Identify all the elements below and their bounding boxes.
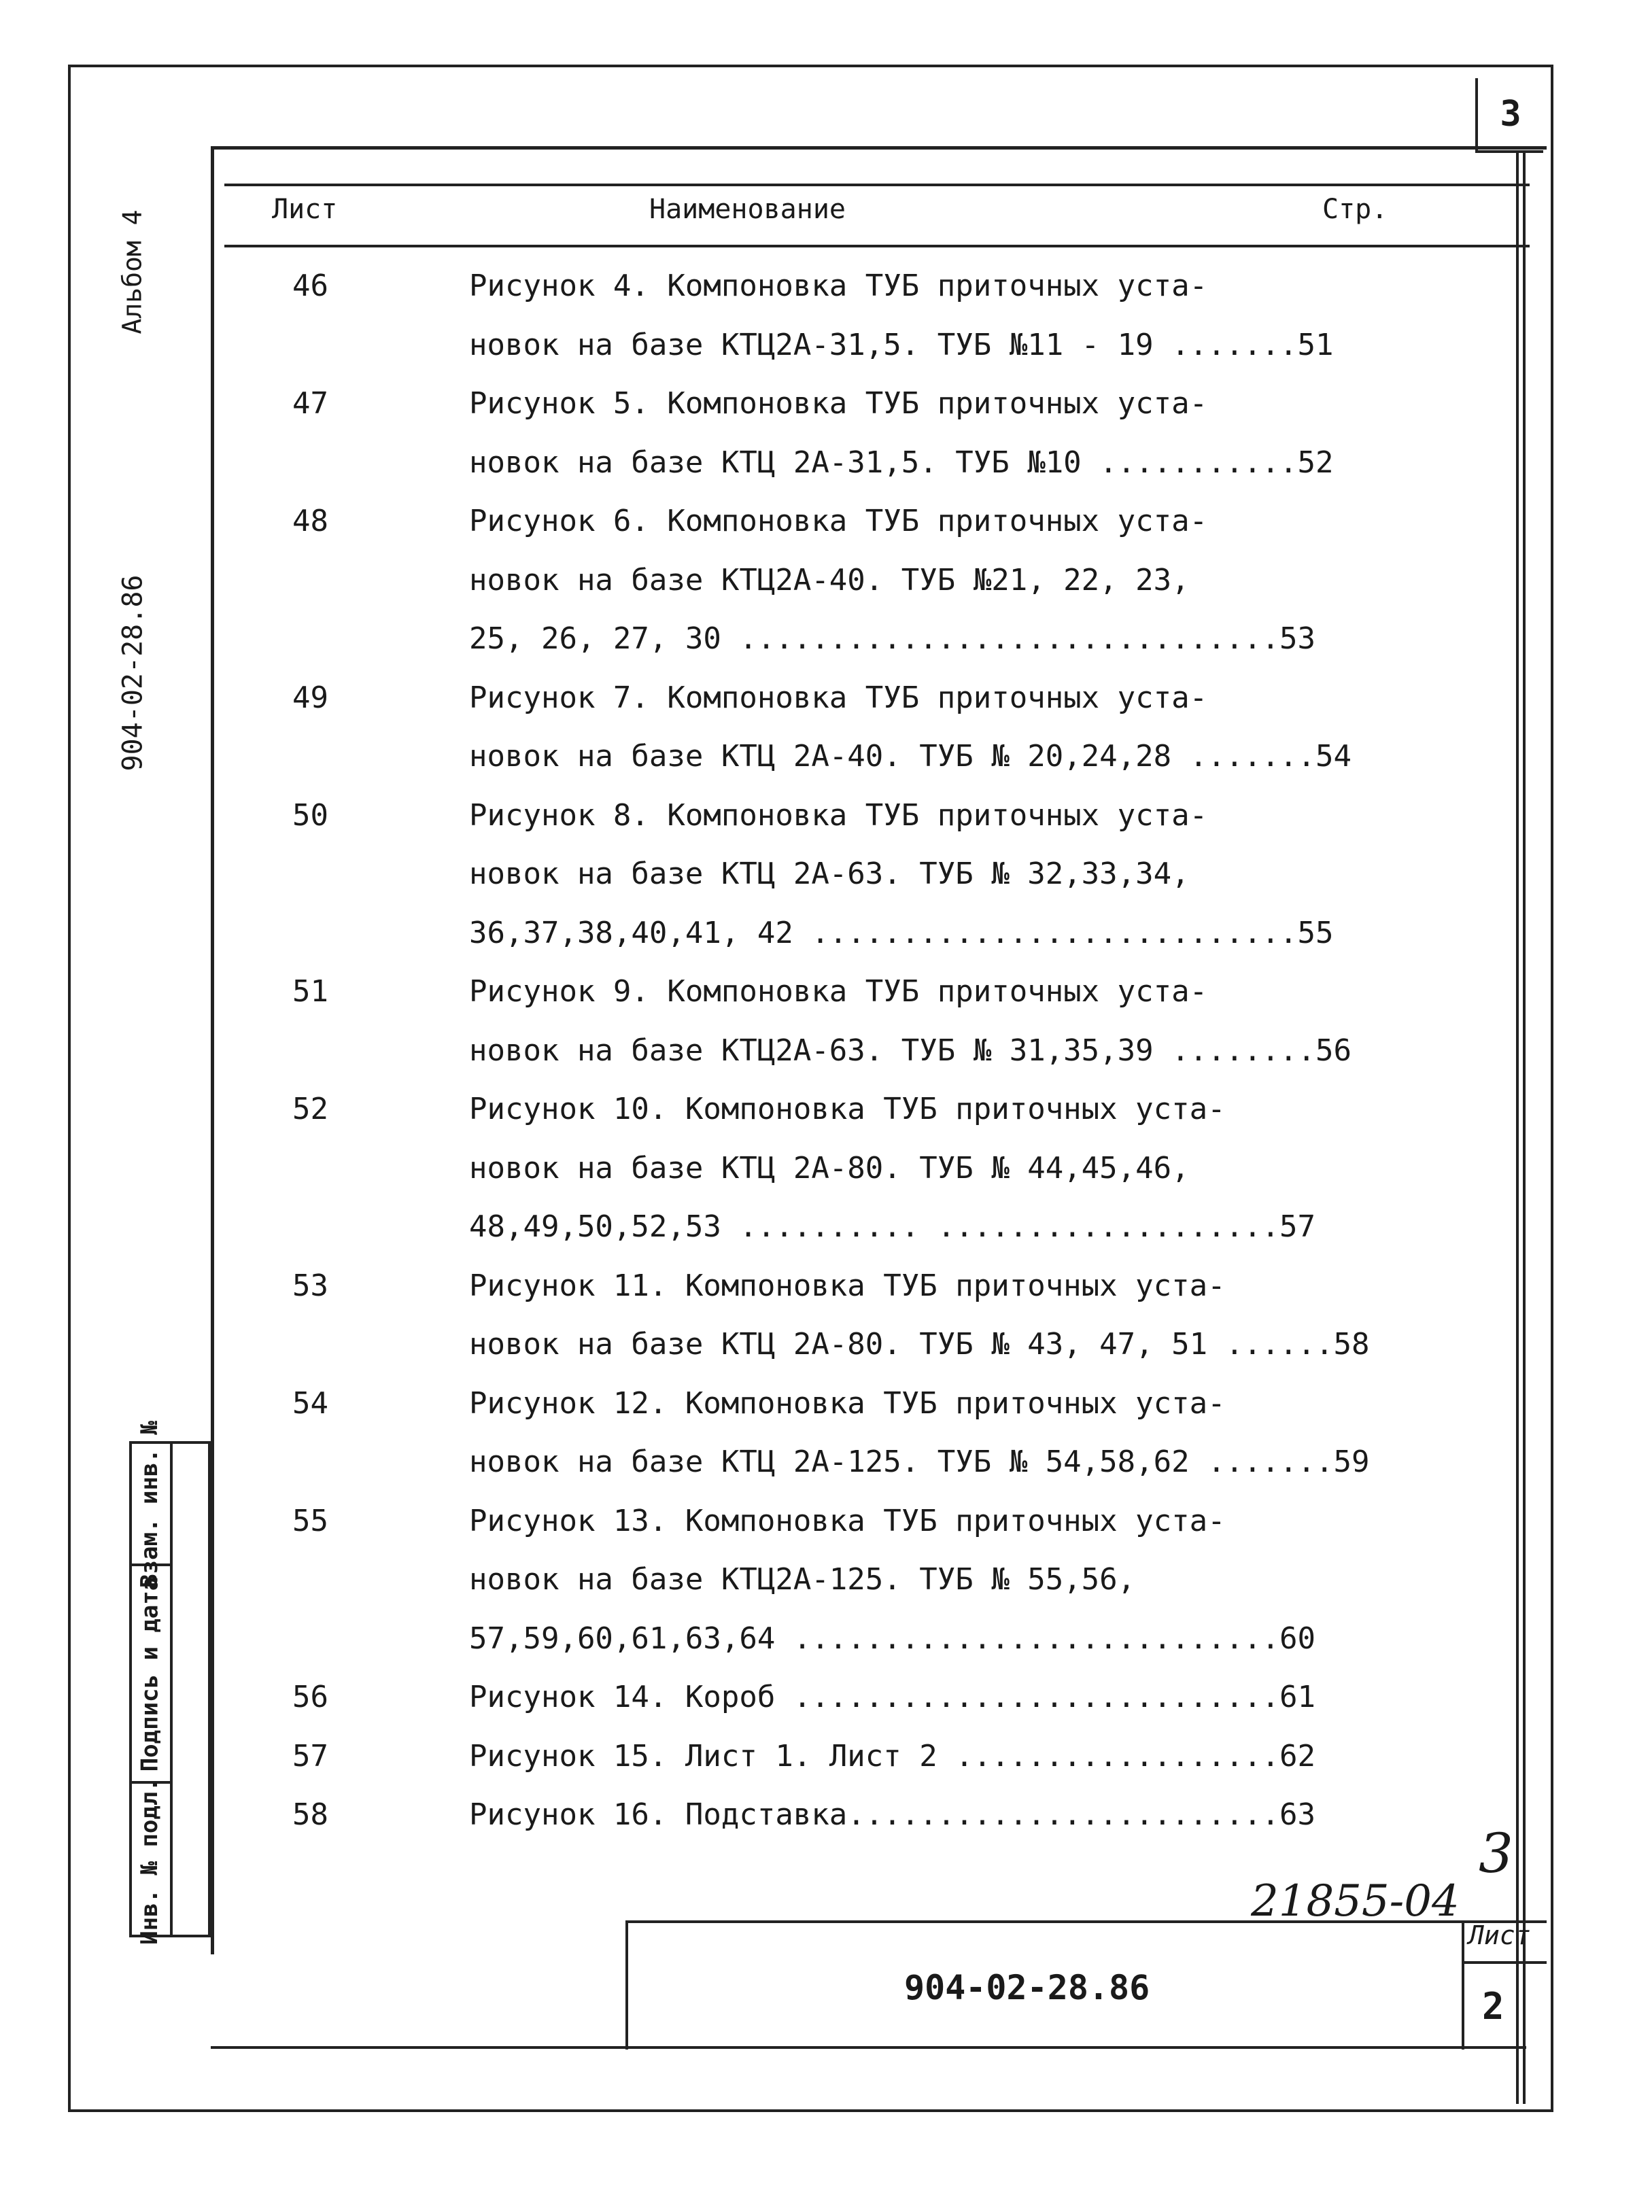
row-title-line: Рисунок 11. Компоновка ТУБ приточных уста-	[469, 1268, 1226, 1303]
row-title-line: новок на базе КТЦ 2А-80. ТУБ № 44,45,46,	[469, 1150, 1190, 1186]
row-title-line: Рисунок 14. Короб ...........................61	[469, 1680, 1316, 1714]
row-sheet-number: 49	[292, 680, 328, 715]
title-block-divider	[1462, 1920, 1464, 2050]
row-title-line: новок на базе КТЦ2А-40. ТУБ №21, 22, 23,	[469, 562, 1190, 598]
row-title-line: 48,49,50,52,53 .......... ...................57	[469, 1209, 1316, 1244]
row-sheet-number: 53	[292, 1268, 328, 1303]
side-label-album: Альбом 4	[118, 209, 148, 334]
page-number: 3	[1475, 78, 1543, 153]
side-label-code: 904-02-28.86	[117, 574, 149, 772]
strip-cell-2	[129, 1567, 170, 1781]
strip-divider	[170, 1441, 173, 1937]
row-sheet-number: 54	[292, 1385, 328, 1421]
sheet-label: Лист	[1468, 1920, 1531, 1950]
sheet-number: 2	[1482, 1985, 1504, 2028]
strip-cell-1	[129, 1777, 170, 1945]
header-bottom-rule	[224, 245, 1530, 247]
row-title-line: Рисунок 15. Лист 1. Лист 2 ..................62	[469, 1738, 1316, 1774]
row-title-line: Рисунок 5. Компоновка ТУБ приточных уста-	[469, 386, 1208, 421]
strip-label-repl: Взам. инв. №	[136, 1420, 164, 1588]
row-title-line: новок на базе КТЦ 2А-80. ТУБ № 43, 47, 51 ......58	[469, 1327, 1370, 1362]
strip-label-sign: Подпись и дата	[136, 1576, 164, 1772]
row-title-line: новок на базе КТЦ 2А-63. ТУБ № 32,33,34,	[469, 857, 1190, 891]
row-title-line: Рисунок 6. Компоновка ТУБ приточных уста-	[469, 504, 1208, 538]
row-title-line: 57,59,60,61,63,64 ...........................60	[469, 1621, 1316, 1656]
row-sheet-number: 47	[292, 386, 328, 421]
row-sheet-number: 58	[292, 1797, 328, 1832]
row-title-line: новок на базе КТЦ2А-125. ТУБ № 55,56,	[469, 1562, 1136, 1597]
row-title-line: Рисунок 7. Компоновка ТУБ приточных уста-	[469, 680, 1208, 715]
row-sheet-number: 57	[292, 1738, 328, 1774]
row-title-line: Рисунок 12. Компоновка ТУБ приточных уста-	[469, 1385, 1226, 1421]
strip-label-inv: Инв. № подл.	[136, 1777, 164, 1945]
row-title-line: Рисунок 16. Подставка........................63	[469, 1797, 1316, 1832]
row-title-line: Рисунок 10. Компоновка ТУБ приточных уста-	[469, 1092, 1226, 1126]
row-sheet-number: 55	[292, 1503, 328, 1538]
row-title-line: новок на базе КТЦ 2А-31,5. ТУБ №10 ...........52	[469, 445, 1334, 480]
row-sheet-number: 56	[292, 1680, 328, 1714]
handwritten-page: 3	[1479, 1822, 1513, 1885]
header-sheet: Лист	[272, 194, 338, 225]
side-label-album-wrap	[99, 190, 167, 353]
document-designation: 904-02-28.86	[904, 1968, 1150, 2007]
row-sheet-number: 46	[292, 269, 328, 303]
row-sheet-number: 51	[292, 974, 328, 1009]
side-label-code-wrap	[75, 544, 190, 802]
row-sheet-number: 50	[292, 797, 328, 833]
row-sheet-number: 48	[292, 504, 328, 538]
row-title-line: Рисунок 4. Компоновка ТУБ приточных уста-	[469, 269, 1208, 303]
row-title-line: новок на базе КТЦ2А-31,5. ТУБ №11 - 19 .......51	[469, 327, 1334, 362]
title-block-sheet-rule	[1462, 1961, 1547, 1964]
row-title-line: Рисунок 9. Компоновка ТУБ приточных уста-	[469, 974, 1208, 1009]
row-title-line: новок на базе КТЦ 2А-40. ТУБ № 20,24,28 .......54	[469, 739, 1352, 774]
row-title-line: 25, 26, 27, 30 ..............................53	[469, 621, 1316, 656]
row-title-line: Рисунок 13. Компоновка ТУБ приточных уста-	[469, 1503, 1226, 1538]
strip-cell-3	[129, 1420, 170, 1588]
row-title-line: новок на базе КТЦ2А-63. ТУБ № 31,35,39 ........56	[469, 1033, 1352, 1068]
header-name: Наименование	[649, 194, 846, 225]
bottom-rule	[211, 2046, 1526, 2049]
row-sheet-number: 52	[292, 1092, 328, 1126]
header-page: Стр.	[1322, 194, 1388, 225]
header-top-rule	[224, 184, 1530, 186]
row-title-line: Рисунок 8. Компоновка ТУБ приточных уста-	[469, 797, 1208, 833]
right-border	[1516, 153, 1526, 2104]
row-title-line: 36,37,38,40,41, 42 ...........................55	[469, 915, 1334, 950]
handwritten-number: 21855-04	[1251, 1876, 1460, 1926]
row-title-line: новок на базе КТЦ 2А-125. ТУБ № 54,58,62 .......59	[469, 1445, 1370, 1479]
